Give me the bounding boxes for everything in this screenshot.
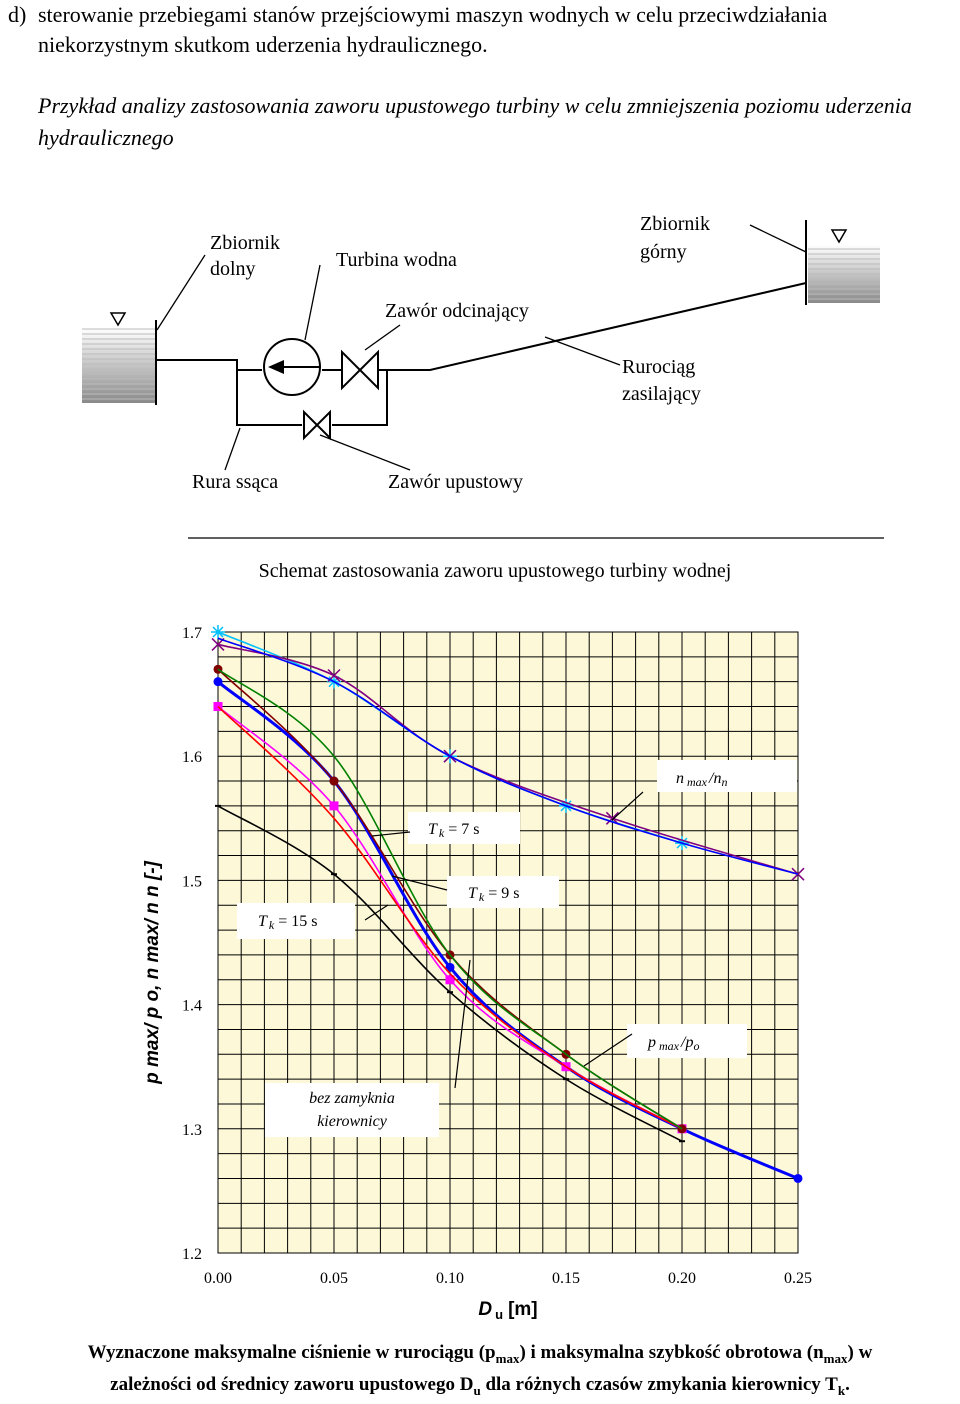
data-point: [678, 1124, 687, 1133]
penstock-label-1: Rurociąg: [622, 356, 696, 378]
bypass-valve-label: Zawór upustowy: [388, 471, 523, 493]
y-tick-label: 1.6: [182, 749, 202, 767]
figure-caption: [0, 1340, 960, 1404]
y-tick-label: 1.4: [182, 997, 202, 1015]
x-tick-label: 0.15: [552, 1270, 580, 1287]
schematic-diagram: [0, 180, 960, 600]
x-tick-label: 0.05: [320, 1270, 348, 1287]
water-level-icon: [832, 230, 846, 242]
caption-line-2: zależności od średnicy zaworu upustowego $D_u$ dla różnych czasów zmykania kierownicy $T_k$.: [110, 1373, 850, 1398]
plot-area: [218, 632, 798, 1253]
no-close-label-1: bez zamyknia: [309, 1090, 395, 1107]
no-close-label-2: kierownicy: [317, 1113, 387, 1130]
shutoff-valve-label: Zawór odcinający: [385, 300, 529, 322]
penstock-label-2: zasilający: [622, 383, 701, 405]
x-axis-label: D $_u$ [m]: [478, 1299, 538, 1322]
intro-text: sterowanie przebiegami stanów przejściowymi maszyn wodnych w celu przeciwdziałania niekorzystnym skutkom uderzenia hydraulicznego.: [38, 2, 828, 57]
upper-tank: [806, 220, 880, 305]
y-tick-label: 1.5: [182, 873, 202, 891]
turbine-icon: [264, 339, 320, 395]
intro-label: d): [8, 2, 27, 27]
data-point: [794, 1174, 803, 1183]
caption-line-1: Wyznaczone maksymalne ciśnienie w rurociągu $(p_{max})$ i maksymalna szybkość obrotowa $(n_{max})$ w: [87, 1342, 873, 1366]
x-tick-label: 0.20: [668, 1270, 696, 1287]
upper-tank-label-1: Zbiornik: [640, 213, 710, 235]
y-tick-label: 1.7: [182, 625, 202, 642]
lower-tank-label-1: Zbiornik: [210, 232, 280, 254]
y-tick-label: 1.3: [182, 1121, 202, 1139]
data-point: [211, 625, 225, 639]
lower-tank: [82, 313, 156, 405]
water-level-icon: [111, 313, 125, 325]
shutoff-valve-icon: [342, 352, 378, 388]
p-ratio-label: p max /po: [648, 1034, 700, 1053]
y-tick-label: 1.2: [182, 1246, 202, 1263]
bypass-valve-icon: [304, 412, 330, 438]
tk7-label: T k = 7 s: [428, 821, 480, 840]
schematic-caption: Schemat zastosowania zaworu upustowego turbiny wodnej: [258, 560, 732, 582]
intro-paragraph: [8, 0, 938, 60]
data-point: [330, 777, 339, 786]
x-tick-label: 0.00: [204, 1270, 232, 1287]
upper-tank-label-2: górny: [640, 241, 687, 263]
turbine-label: Turbina wodna: [336, 249, 457, 271]
y-axis-label: p max/ p o, n max/ n n [-]: [142, 861, 163, 1084]
suction-pipe-label: Rura ssąca: [192, 471, 279, 493]
tk15-label: T k = 15 s: [258, 913, 318, 932]
lower-tank-label-2: dolny: [210, 258, 256, 280]
n-ratio-label: n max /nn: [676, 770, 728, 789]
chart: [0, 600, 960, 1340]
data-point: [330, 801, 339, 810]
data-point: [214, 677, 223, 686]
x-tick-label: 0.10: [436, 1270, 464, 1287]
x-tick-label: 0.25: [784, 1270, 812, 1287]
example-title: Przykład analizy zastosowania zaworu upustowego turbiny w celu zmniejszenia poziomu uderzenia hydraulicznego: [38, 93, 912, 150]
tk9-label: T k = 9 s: [468, 885, 520, 904]
